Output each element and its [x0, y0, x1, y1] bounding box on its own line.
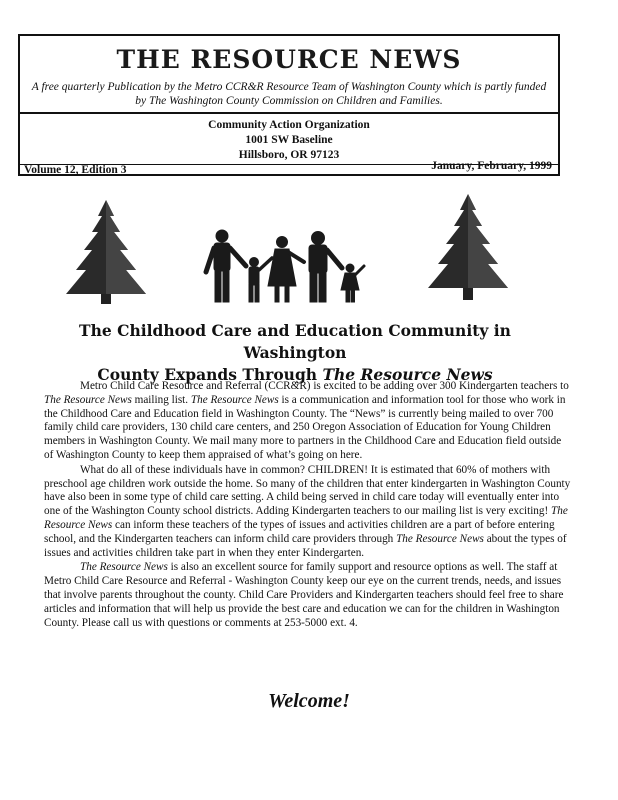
headline-text: County Expands Through [97, 365, 323, 384]
headline-line-1: The Childhood Care and Education Community in Washington [79, 321, 511, 362]
publisher-address [20, 118, 558, 163]
volume-edition: Volume 12, Edition 3 [24, 164, 127, 176]
masthead-divider [20, 112, 558, 114]
christmas-tree-icon [420, 192, 516, 304]
family-silhouette-icon [202, 228, 368, 308]
newsletter-subtitle: A free quarterly Publication by the Metro CCR&R Resource Team of Washington County which is partly funded by The Washington County Commission on Children and Families. [31, 81, 547, 107]
street-address: 1001 SW Baseline [245, 134, 333, 146]
article-body [44, 380, 572, 631]
paragraph-2: What do all of these individuals have in common? CHILDREN! It is estimated that 60% of mothers with preschool age children work outside the home. So many of the children that enter kindergarten in Washington County have also been in some type of child care setting. A child being served in child care today will eventually enter into one of the Washington County school districts. Adding Kindergarten teachers to our mailing list is very exciting! The Resource News can inform these teachers of the types of issues and activities children are a part of before entering school, and the Kindergarten teachers can inform child care providers through The Resource News about the types of issues and activities children take part in when they enter Kindergarten. [44, 463, 571, 559]
closing-welcome: Welcome! [268, 690, 350, 712]
city-address: Hillsboro, OR 97123 [238, 149, 340, 161]
paragraph-1: Metro Child Care Resource and Referral (CCR&R) is excited to be adding over 300 Kindergarten teachers to The Resource News mailing list. The Resource News is a communication and information tool for those who work in the Childhood Care and Education field in Washington County. The “News” is currently being mailed to over 700 family child care providers, 130 child care centers, and 250 Oregon Association of Education for Young Children members in Washington County. We mail many more to partners in the Childhood Care and Education field outside of Washington County to keep them appraised of what’s going on here. [44, 380, 569, 461]
issue-date: January, February, 1999 [431, 160, 552, 172]
article-headline [30, 320, 560, 386]
masthead [18, 34, 560, 176]
newsletter-title: THE RESOURCE NEWS [116, 45, 462, 74]
paragraph-3: The Resource News is also an excellent source for family support and resource options as well. The staff at Metro Child Care Resource and Referral - Washington County keep our eye on the current trends, needs, and issues that involve parents throughout the county. Child Care Providers and Kindergarten teachers should feel free to share articles and information that will help us provide the best care and education we can for the children in Washington County. Please call us with questions or comments at 253-5000 ext. 4. [44, 561, 564, 629]
headline-publication-name: The Resource News [322, 365, 493, 384]
org-name: Community Action Organization [208, 119, 370, 131]
christmas-tree-icon [58, 198, 154, 308]
